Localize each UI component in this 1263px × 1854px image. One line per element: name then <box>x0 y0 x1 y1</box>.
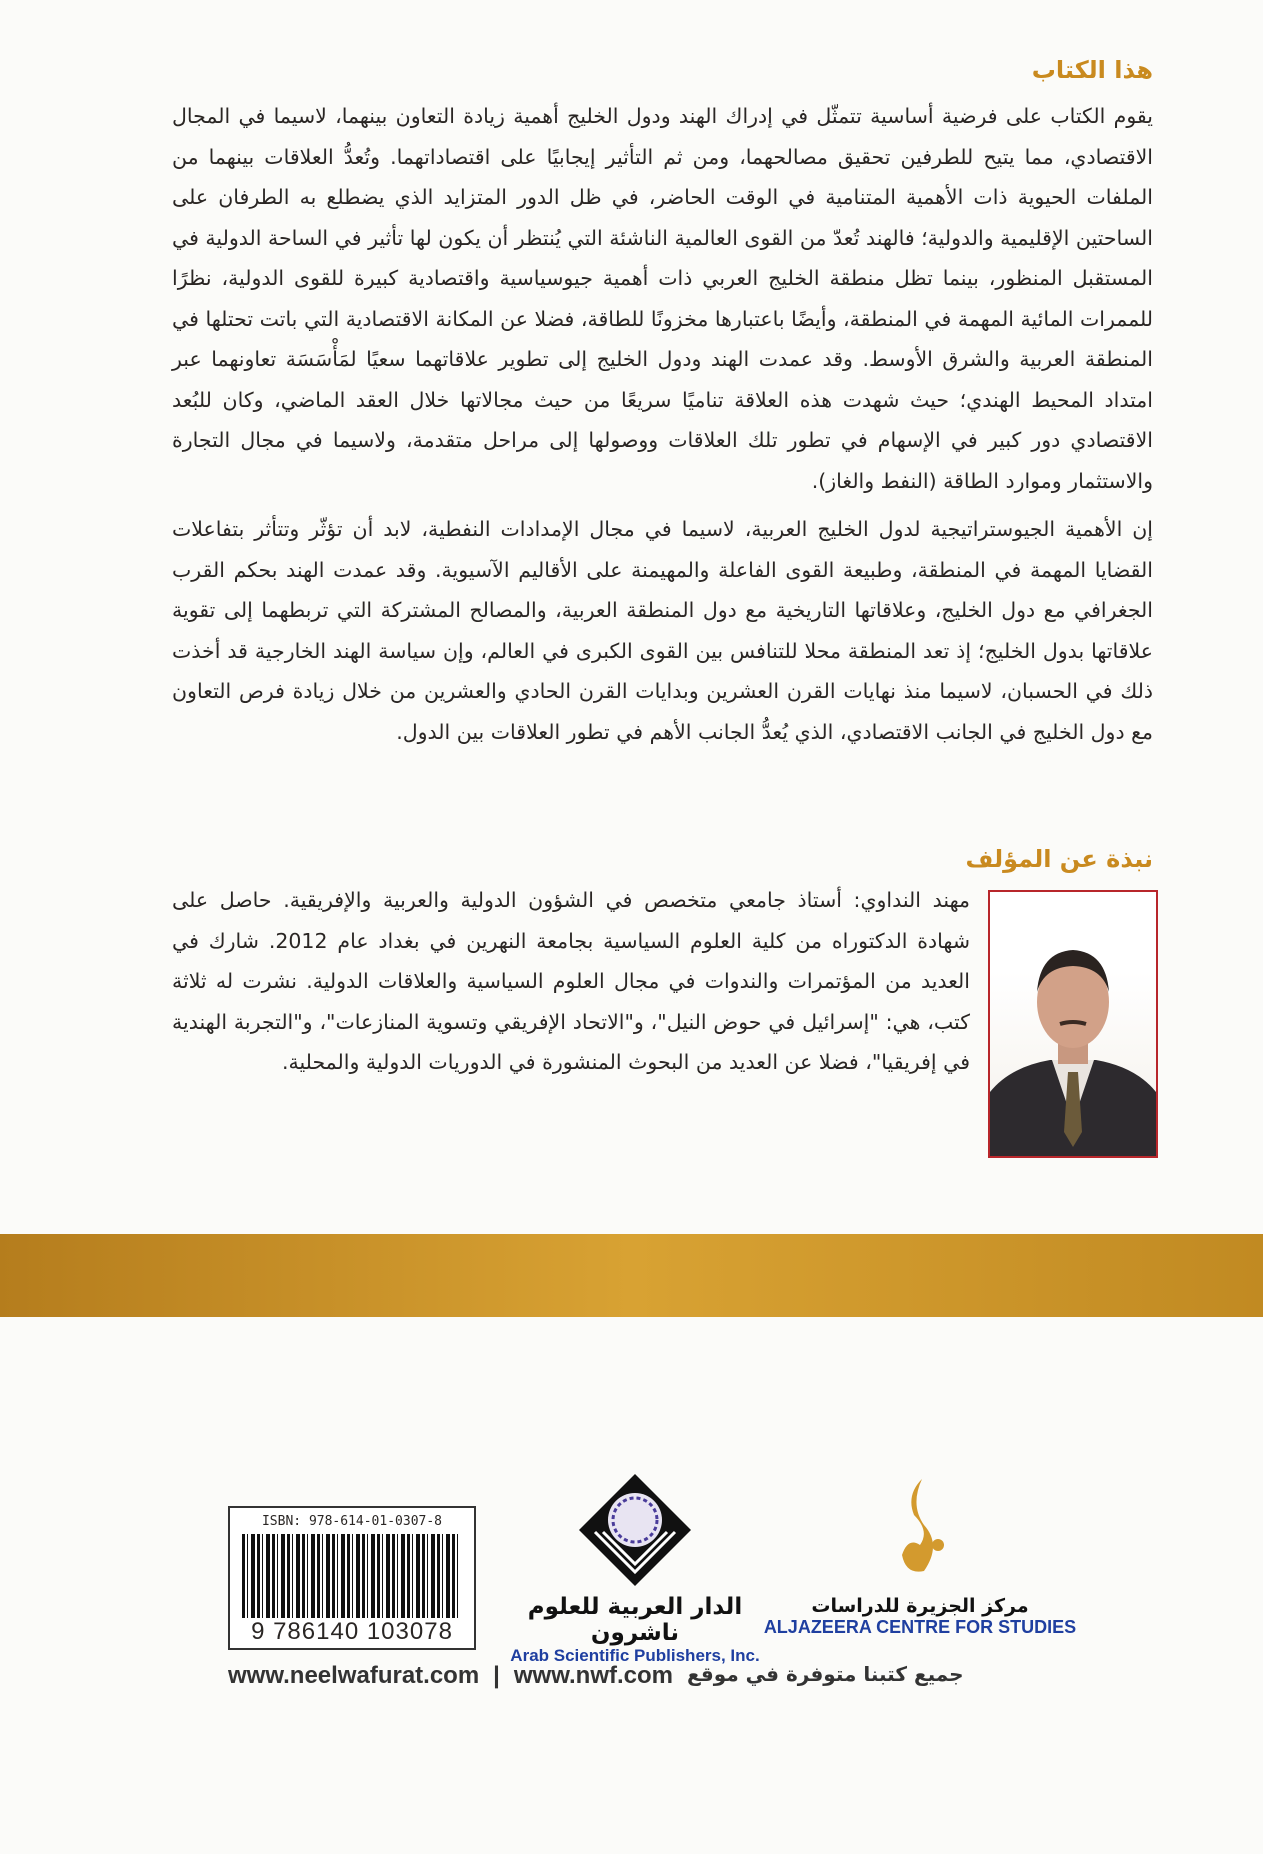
paragraph-2: إن الأهمية الجيوستراتيجية لدول الخليج العربية، لاسيما في مجال الإمدادات النفطية، لابد أن تؤثّر وتتأثر بتفاعلات القضايا المهمة في المنطقة، وطبيعة القوى الفاعلة والمهيمنة على الأقاليم الآسيوية. وقد عمدت الهند بحكم القرب الجغرافي مع دول الخليج، وعلاقاتها التاريخية مع دول المنطقة العربية، والمصالح المشتركة التي تربطهما إلى تقوية علاقاتها بدول الخليج؛ إذ تعد المنطقة محلا للتنافس بين القوى الكبرى في العالم، وإن سياسة الهند الخارجية قد أخذت ذلك في الحسبان، لاسيما منذ نهايات القرن العشرين وبدايات القرن الحادي والعشرين من خلال زيادة فرص التعاون مع دول الخليج في الجانب الاقتصادي، الذي يُعدُّ الجانب الأهم في تطور العلاقات بين الدول. <box>172 517 1153 744</box>
availability-note: جميع كتبنا متوفرة في موقع <box>687 1662 964 1686</box>
author-heading: نبذة عن المؤلف <box>965 845 1153 873</box>
decorative-band <box>0 1234 1263 1317</box>
website-link-neelwafurat[interactable]: www.neelwafurat.com <box>228 1662 480 1689</box>
aljazeera-name-ar: مركز الجزيرة للدراسات <box>811 1595 1029 1617</box>
barcode-digits: 9 786140 103078 <box>251 1618 453 1645</box>
aljazeera-logo-icon <box>880 1475 960 1585</box>
book-heading: هذا الكتاب <box>1031 56 1153 84</box>
isbn-text: ISBN: 978-614-01-0307-8 <box>261 1514 442 1529</box>
asp-name-en: Arab Scientific Publishers, Inc. <box>510 1646 760 1665</box>
footer <box>228 1662 1078 1690</box>
author-bio: مهند النداوي: أستاذ جامعي متخصص في الشؤون الدولية والعربية والإفريقية. حاصل على شهادة الدكتوراه من كلية العلوم السياسية بجامعة النهرين في بغداد عام 2012. شارك في العديد من المؤتمرات والندوات في مجال العلوم السياسية والعلاقات الدولية. نشرت له ثلاثة كتب، هي: "إسرائيل في حوض النيل"، و"الاتحاد الإفريقي وتسوية المنازعات"، و"التجربة الهندية في إفريقيا"، فضلا عن العديد من البحوث المنشورة في الدوريات الدولية والمحلية. <box>172 888 970 1074</box>
aljazeera-name-en: ALJAZEERA CENTRE FOR STUDIES <box>763 1617 1077 1637</box>
asp-name-ar: الدار العربية للعلوم ناشرون <box>527 1594 743 1646</box>
aljazeera-centre <box>760 1475 1080 1638</box>
asp-publisher <box>500 1470 770 1666</box>
book-description <box>172 96 1153 760</box>
website-link-nwf[interactable]: www.nwf.com <box>513 1662 674 1689</box>
paragraph-1: يقوم الكتاب على فرضية أساسية تتمثّل في إدراك الهند ودول الخليج أهمية زيادة التعاون بينهما، لاسيما في المجال الاقتصادي، مما يتيح للطرفين تحقيق مصالحهما، ومن ثم التأثير إيجابيًا على اقتصاداتهما. وتُعدُّ العلاقات بينهما من الملفات الحيوية ذات الأهمية المتنامية في الوقت الحاضر، في ظل الدور المتزايد الذي يضطلع به الطرفان على الساحتين الإقليمية والدولية؛ فالهند تُعدّ من القوى العالمية الناشئة التي يُنتظر أن يكون لها تأثير في الساحة الدولية في المستقبل المنظور، بينما تظل منطقة الخليج العربي ذات أهمية جيوسياسية واقتصادية كبيرة للقوى الدولية، نظرًا للممرات المائية المهمة في المنطقة، وأيضًا باعتبارها مخزونًا للطاقة، فضلا عن المكانة الاقتصادية التي باتت تحتلها في المنطقة العربية والشرق الأوسط. وقد عمدت الهند ودول الخليج إلى تطوير علاقاتهما سعيًا لمَأْسَسَة تعاونهما عبر امتداد المحيط الهندي؛ حيث شهدت هذه العلاقة تناميًا سريعًا من حيث مجالاتها خلال العقد الماضي، وكان للبُعد الاقتصادي دور كبير في الإسهام في تطور تلك العلاقات ووصولها إلى مراحل متقدمة، ولاسيما في مجال التجارة والاستثمار وموارد الطاقة (النفط والغاز). <box>172 104 1153 493</box>
author-photo <box>988 890 1158 1158</box>
barcode-bars <box>242 1534 460 1618</box>
separator: | <box>493 1662 500 1689</box>
asp-logo-icon <box>575 1470 695 1590</box>
barcode <box>228 1506 476 1650</box>
